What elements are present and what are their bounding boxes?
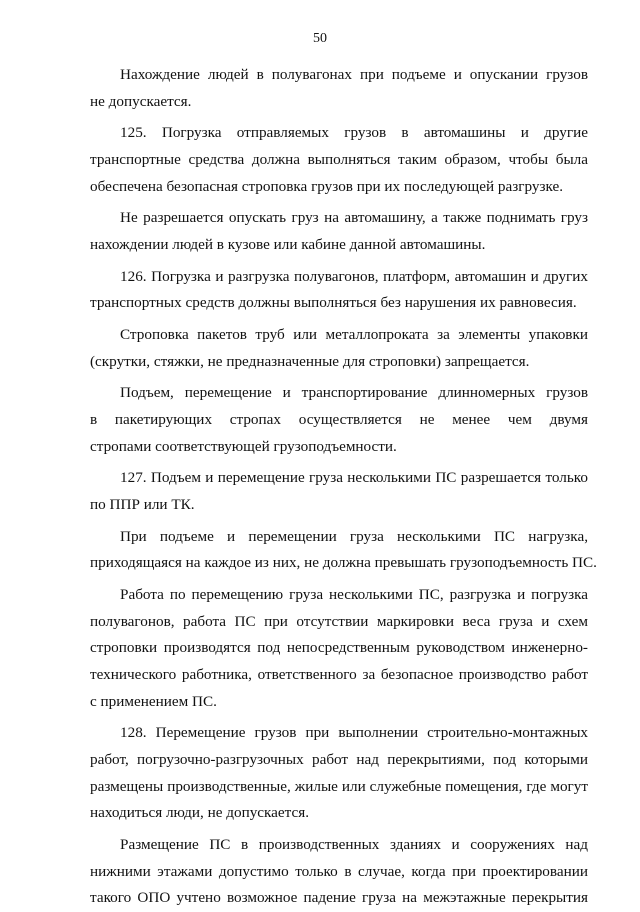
paragraph-line: Строповка пакетов труб или металлопроката за элементы упаковки [120,326,588,344]
paragraph-line: нижними этажами допустимо только в случае, когда при проектировании [90,862,588,880]
paragraph-line: такого ОПО учтено возможное падение груза на межэтажные перекрытия [90,889,588,907]
paragraph-line: приходящаяся на каждое из них, не должна превышать грузоподъемность ПС. [90,554,597,572]
paragraph-line: находиться люди, не допускается. [90,804,310,822]
page-body [90,62,597,912]
paragraph-line: 127. Подъем и перемещение груза несколькими ПС разрешается только [120,469,588,487]
paragraph-line: (скрутки, стяжки, не предназначенные для строповки) запрещается. [90,352,530,370]
paragraph-line: Не разрешается опускать груз на автомашину, а также поднимать груз [120,209,588,227]
paragraph-line: 125. Погрузка отправляемых грузов в автомашины и другие [120,124,588,142]
paragraph-line: в пакетирующих стропах осуществляется не менее чем двумя [90,411,588,429]
paragraph-line: по ППР или ТК. [90,496,195,514]
paragraph-line: Работа по перемещению груза несколькими ПС, разгрузка и погрузка [120,586,588,604]
paragraph-line: транспортных средств должны выполняться без нарушения их равновесия. [90,294,577,312]
paragraph-line: транспортные средства должна выполняться таким образом, чтобы была [90,150,588,168]
paragraph-line: обеспечена безопасная строповка грузов при их последующей разгрузке. [90,177,563,195]
paragraph-line: не допускается. [90,92,192,110]
paragraph-line: При подъеме и перемещении груза несколькими ПС нагрузка, [120,527,588,545]
paragraph-line: Подъем, перемещение и транспортирование длинномерных грузов [120,384,588,402]
paragraph-line: технического работника, ответственного за безопасное производство работ [90,665,588,683]
paragraph-line: работ, погрузочно-разгрузочных работ над перекрытиями, под которыми [90,750,588,768]
paragraph-line: строповки производятся под непосредственным руководством инженерно- [90,639,588,657]
paragraph-line: 126. Погрузка и разгрузка полувагонов, платформ, автомашин и других [120,267,588,285]
paragraph-line: с применением ПС. [90,692,217,710]
paragraph-line: нахождении людей в кузове или кабине данной автомашины. [90,235,486,253]
paragraph-line: Размещение ПС в производственных зданиях и сооружениях над [120,835,588,853]
page-number: 50 [313,31,327,46]
paragraph-line: 128. Перемещение грузов при выполнении строительно-монтажных [120,724,588,742]
paragraph-line: Нахождение людей в полувагонах при подъеме и опускании грузов [120,66,588,83]
paragraph-line: стропами соответствующей грузоподъемности. [90,437,397,455]
paragraph-line: полувагонов, работа ПС при отсутствии маркировки веса груза и схем [90,612,588,630]
paragraph-line: размещены производственные, жилые или служебные помещения, где могут [90,777,588,795]
